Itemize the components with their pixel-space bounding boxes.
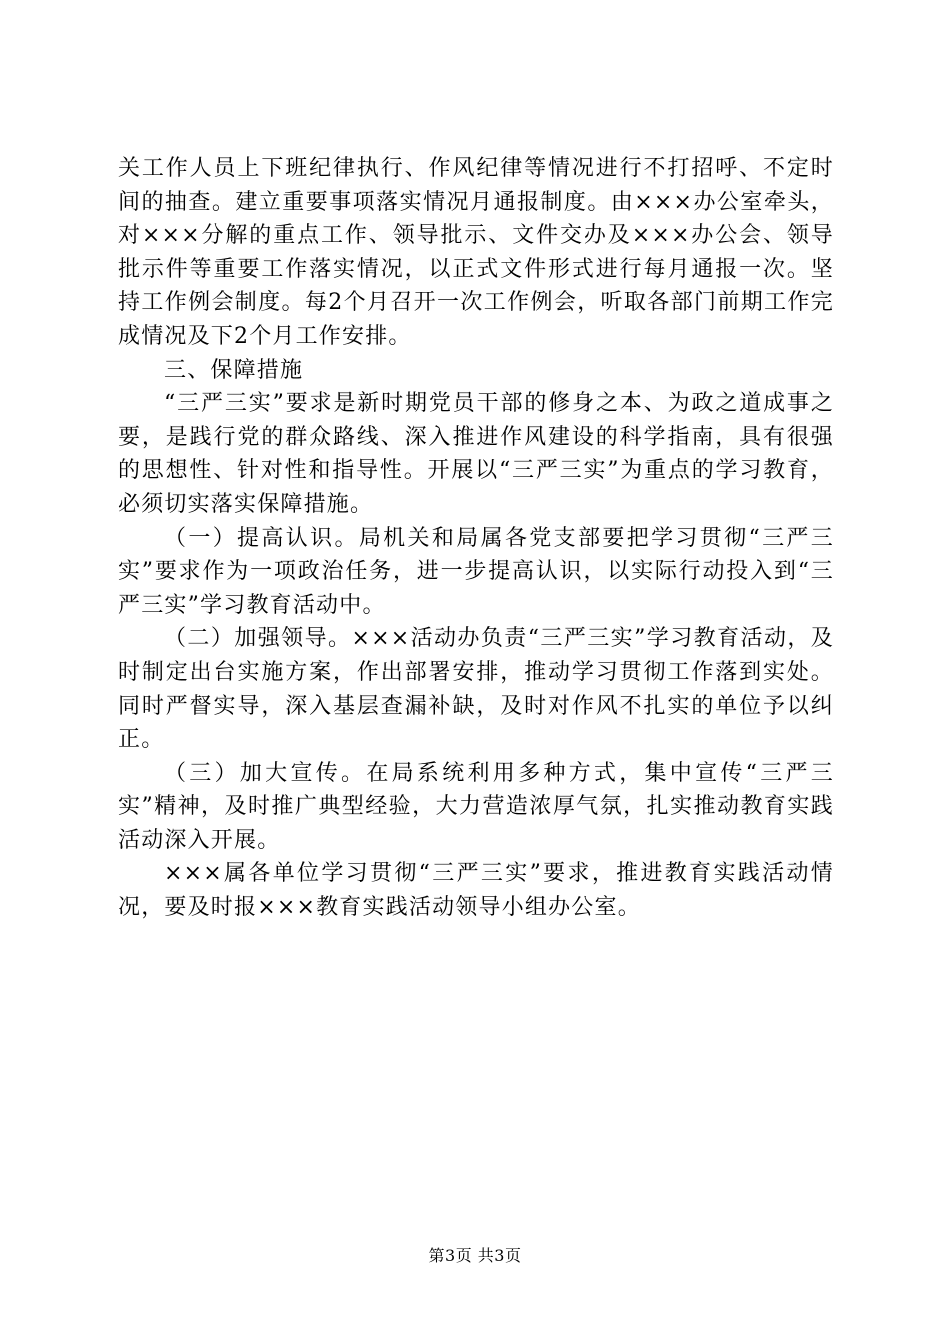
document-body <box>118 152 834 925</box>
section-heading-safeguards: 三、保障措施 <box>164 357 304 383</box>
page-number-footer: 第3页 共3页 <box>428 1246 522 1265</box>
paragraph-item-1: （一）提高认识。局机关和局属各党支部要把学习贯彻“三严三实”要求作为一项政治任务，进一步提高认识，以实际行动投入到“三严三实”学习教育活动中。 <box>118 525 834 618</box>
paragraph-closing: ×××属各单位学习贯彻“三严三实”要求，推进教育实践活动情况，要及时报×××教育实践活动领导小组办公室。 <box>118 861 834 921</box>
paragraph-item-3: （三）加大宣传。在局系统利用多种方式，集中宣传“三严三实”精神，及时推广典型经验，大力营造浓厚气氛，扎实推动教育实践活动深入开展。 <box>118 760 834 853</box>
paragraph-intro: “三严三实”要求是新时期党员干部的修身之本、为政之道成事之要，是践行党的群众路线、深入推进作风建设的科学指南，具有很强的思想性、针对性和指导性。开展以“三严三实”为重点的学习教育，必须切实落实保障措施。 <box>118 391 834 517</box>
paragraph-item-2: （二）加强领导。×××活动办负责“三严三实”学习教育活动，及时制定出台实施方案，作出部署安排，推动学习贯彻工作落到实处。同时严督实导，深入基层查漏补缺，及时对作风不扎实的单位予以纠正。 <box>118 626 834 753</box>
paragraph-continuation: 关工作人员上下班纪律执行、作风纪律等情况进行不打招呼、不定时间的抽查。建立重要事项落实情况月通报制度。由×××办公室牵头，对×××分解的重点工作、领导批示、文件交办及×××办公会、领导批示件等重要工作落实情况，以正式文件形式进行每月通报一次。坚持工作例会制度。每2个月召开一次工作例会，听取各部门前期工作完成情况及下2个月工作安排。 <box>118 156 834 349</box>
